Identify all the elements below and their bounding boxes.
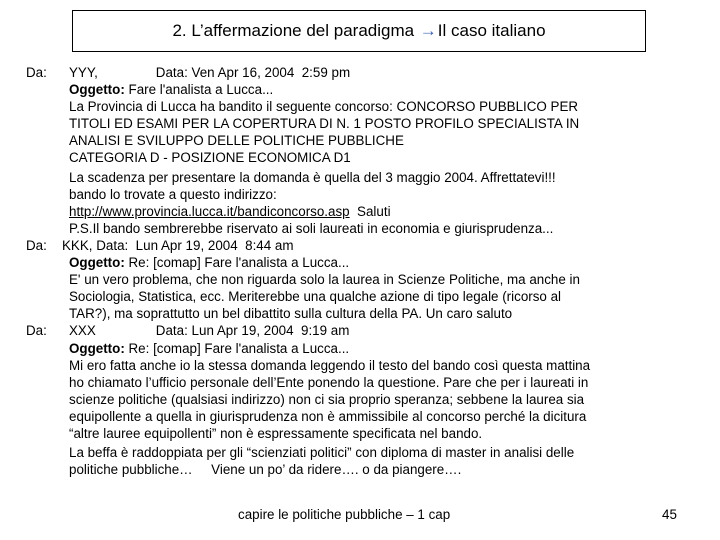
body-line: La Provincia di Lucca ha bandito il seguente concorso: CONCORSO PUBBLICO PER xyxy=(69,99,579,115)
right-arrow-icon: → xyxy=(419,21,437,40)
body-line: bando lo trovate a questo indirizzo: xyxy=(69,186,277,202)
subject-label: Oggetto: xyxy=(69,340,125,356)
body-line: equipollente a quella in giurisprudenza non è ammissibile al concorso perché la dicitura xyxy=(69,408,587,424)
slide-title xyxy=(72,10,646,52)
from-label: Da: xyxy=(26,323,47,339)
bando-link[interactable]: http://www.provincia.lucca.it/bandiconcorso.asp xyxy=(69,203,350,219)
body-line: TAR?), ma soprattutto un bel dibattito sulla cultura della PA. Un caro saluto xyxy=(69,306,513,322)
footer-text: capire le politiche pubbliche – 1 cap xyxy=(238,507,451,522)
subject: Re: [comap] Fare l'analista a Lucca... xyxy=(128,340,350,356)
email-header xyxy=(69,64,696,81)
date: Ven Apr 16, 2004 2:59 pm xyxy=(191,65,351,80)
from-label: Da: xyxy=(26,65,47,80)
postscript: P.S.Il bando sembrerebbe riservato ai soli laureati in economia e giurisprudenza... xyxy=(69,220,554,236)
subject-line xyxy=(69,81,696,98)
email-thread xyxy=(26,64,696,478)
page-number: 45 xyxy=(662,507,677,522)
email-message xyxy=(26,64,696,237)
title-text-after: Il caso italiano xyxy=(437,21,546,40)
subject: Re: [comap] Fare l'analista a Lucca... xyxy=(128,255,350,271)
subject-line xyxy=(69,340,696,357)
date-label: Data: xyxy=(155,323,188,339)
greeting: Saluti xyxy=(349,203,391,219)
body-line: ho chiamato l’ufficio personale dell’Ente ponendo la questione. Pare che per i laureati in xyxy=(69,374,589,390)
body-line: ANALISI E SVILUPPO DELLE POLITICHE PUBBLICHE xyxy=(69,133,404,149)
body-line: La beffa è raddoppiata per gli “scienziati politici” con diploma di master in analisi delle xyxy=(69,445,575,461)
subject-line xyxy=(69,254,696,271)
body-line: E' un vero problema, che non riguarda solo la laurea in Scienze Politiche, ma anche in xyxy=(69,272,580,288)
title-text-before: 2. L’affermazione del paradigma xyxy=(172,21,419,40)
sender: YYY, xyxy=(69,65,98,80)
date-label: Data: xyxy=(155,65,188,80)
body-line: Mi ero fatta anche io la stessa domanda leggendo il testo del bando così questa mattina xyxy=(69,357,591,373)
link-line xyxy=(69,203,696,220)
body-line: scienze politiche (qualsiasi indirizzo) non ci sia proprio speranza; sebbene la laurea sia xyxy=(69,391,585,407)
date: Lun Apr 19, 2004 9:19 am xyxy=(191,323,350,339)
email-header xyxy=(69,322,696,339)
body-line: La scadenza per presentare la domanda è quella del 3 maggio 2004. Affrettatevi!!! xyxy=(69,169,556,185)
email-message xyxy=(26,237,696,322)
body-line: CATEGORIA D - POSIZIONE ECONOMICA D1 xyxy=(69,150,351,166)
body-line: Sociologia, Statistica, ecc. Meriterebbe una qualche azione di tipo legale (ricorso al xyxy=(69,289,562,305)
email-header: KKK, Data: Lun Apr 19, 2004 8:44 am xyxy=(62,237,294,253)
subject-label: Oggetto: xyxy=(69,255,125,271)
subject-label: Oggetto: xyxy=(69,82,125,98)
body-line: “altre lauree equipollenti” non è espressamente specificata nel bando. xyxy=(69,425,483,441)
from-label: Da: xyxy=(26,237,47,253)
subject: Fare l'analista a Lucca... xyxy=(128,82,274,98)
email-message xyxy=(26,322,696,478)
sender: XXX xyxy=(69,323,96,339)
body-line: TITOLI ED ESAMI PER LA COPERTURA DI N. 1 POSTO PROFILO SPECIALISTA IN xyxy=(69,116,580,132)
body-line: politiche pubbliche… Viene un po’ da ridere…. o da piangere…. xyxy=(69,462,462,478)
